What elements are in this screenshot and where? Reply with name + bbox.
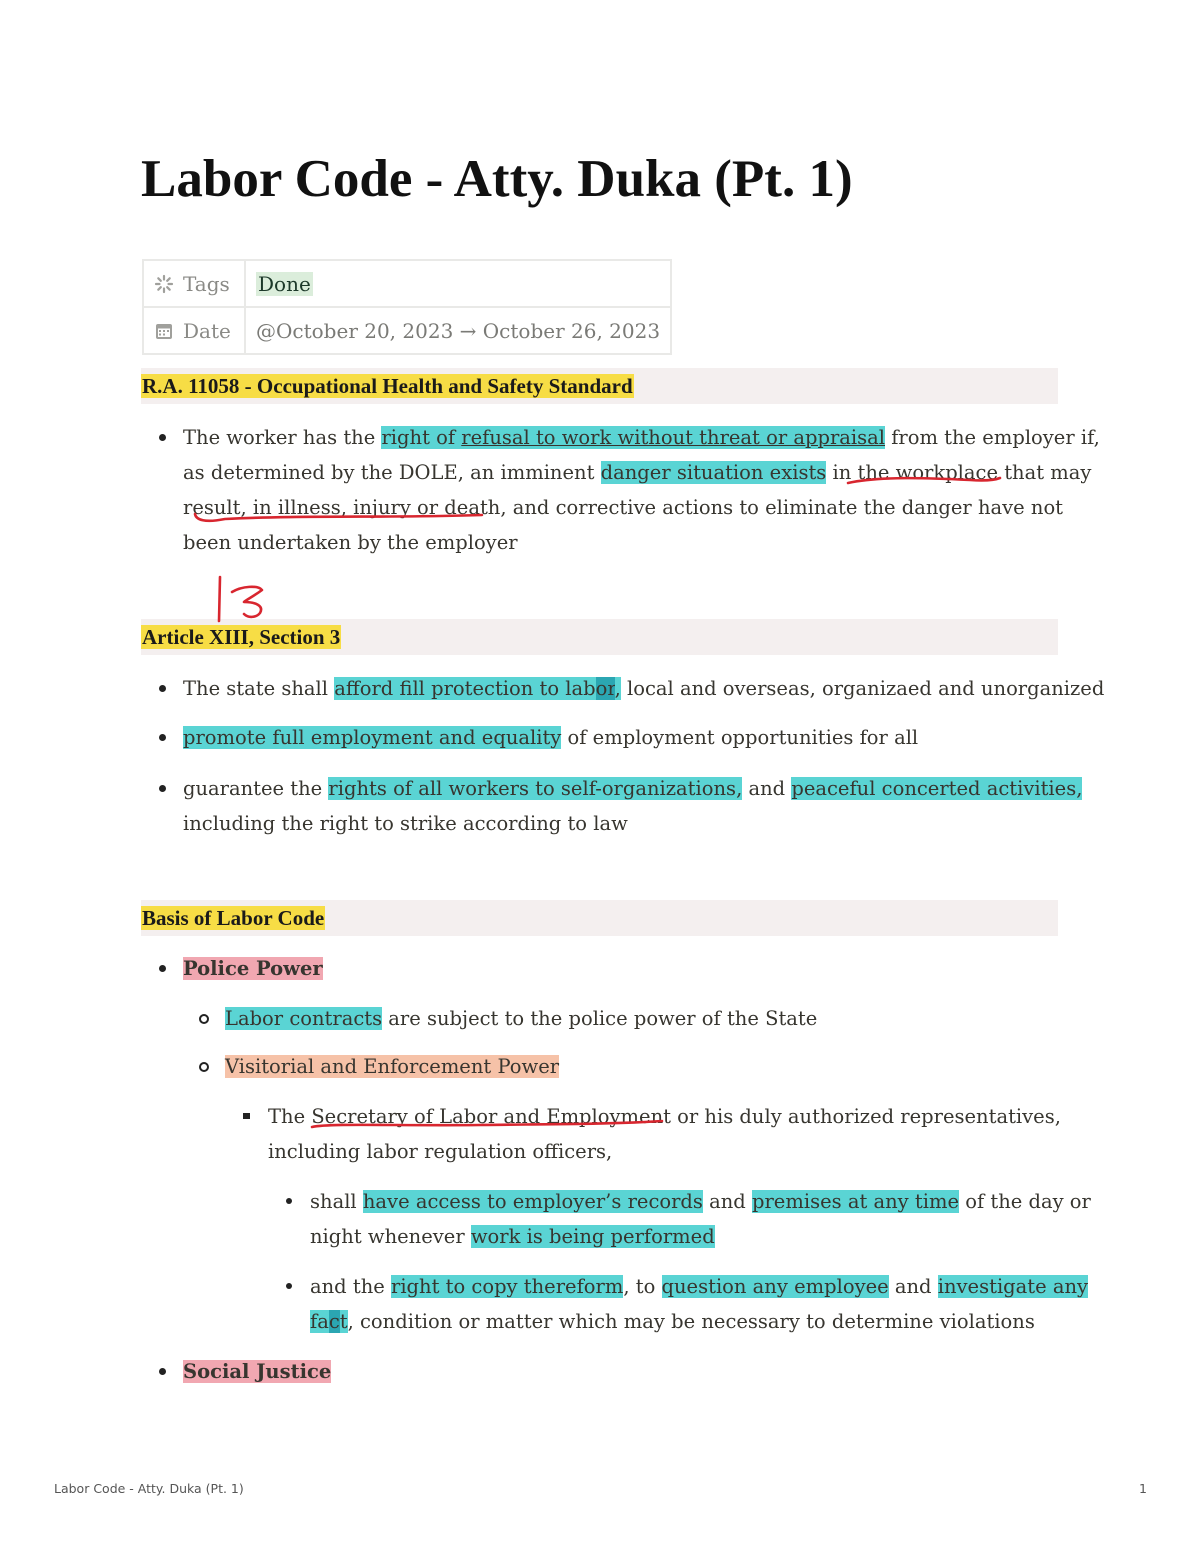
list-item-line bbox=[183, 771, 1082, 806]
property-name-date bbox=[143, 307, 245, 354]
text: shall bbox=[310, 1190, 363, 1213]
list-item bbox=[225, 1049, 559, 1084]
text: Secretary of Labor and Employment bbox=[311, 1105, 678, 1128]
property-row-tags[interactable] bbox=[143, 260, 671, 307]
list-item-line bbox=[310, 1184, 1091, 1219]
text: and bbox=[888, 1275, 938, 1298]
highlight: Labor contracts bbox=[225, 1007, 383, 1030]
highlight-dark: or bbox=[595, 677, 615, 700]
ink-mark-bar bbox=[219, 577, 220, 621]
property-label-tags: Tags bbox=[183, 271, 230, 296]
highlight: promote full employment and equality bbox=[183, 726, 562, 749]
tag-police-power: Police Power bbox=[183, 957, 323, 980]
text: of employment opportunities for all bbox=[561, 726, 919, 749]
bullet-square bbox=[243, 1113, 250, 1119]
highlight: t bbox=[339, 1310, 348, 1333]
text: or his duly authorized representatives, bbox=[677, 1105, 1061, 1128]
list-item-social-justice bbox=[183, 1354, 331, 1389]
bullet-dot bbox=[159, 734, 166, 741]
bullet-dot bbox=[286, 1198, 292, 1204]
text: of the day or bbox=[959, 1190, 1091, 1213]
bullet-dot bbox=[159, 785, 166, 792]
list-item-line: been undertaken by the employer bbox=[183, 531, 518, 554]
bullet-dot bbox=[286, 1283, 292, 1289]
list-item bbox=[183, 671, 1104, 706]
list-item-line bbox=[310, 1304, 1035, 1339]
bullet-ring bbox=[199, 1014, 209, 1024]
text: from the employer if, bbox=[885, 426, 1100, 449]
highlight: danger situation exists bbox=[600, 461, 827, 484]
tag-visitorial: Visitorial and Enforcement Power bbox=[225, 1055, 560, 1078]
page-title: Labor Code - Atty. Duka (Pt. 1) bbox=[141, 150, 853, 208]
bullet-dot bbox=[159, 434, 166, 441]
list-item-line bbox=[183, 455, 1091, 490]
section-heading-article-xiii bbox=[141, 619, 1058, 655]
tag-social-justice: Social Justice bbox=[183, 1360, 332, 1383]
heading-text: Article XIII, Section 3 bbox=[142, 625, 341, 649]
highlight: , bbox=[614, 677, 621, 700]
bullet-dot bbox=[159, 685, 166, 692]
list-item-line bbox=[310, 1219, 715, 1254]
highlight: investigate any bbox=[937, 1275, 1089, 1298]
text: as determined by the DOLE, an imminent bbox=[183, 461, 601, 484]
highlight: have access to employer’s records bbox=[362, 1190, 703, 1213]
loader-icon bbox=[154, 274, 174, 294]
property-value-date[interactable]: @October 20, 2023 → October 26, 2023 bbox=[245, 307, 671, 354]
list-item bbox=[183, 720, 918, 755]
text: night whenever bbox=[310, 1225, 471, 1248]
section-heading-ra-11058 bbox=[141, 368, 1058, 404]
text: , to bbox=[623, 1275, 662, 1298]
text: and bbox=[742, 777, 792, 800]
text: are subject to the police power of the State bbox=[382, 1007, 818, 1030]
footer-title: Labor Code - Atty. Duka (Pt. 1) bbox=[54, 1481, 244, 1496]
list-item bbox=[225, 1001, 817, 1036]
highlight: fa bbox=[310, 1310, 329, 1333]
text: The bbox=[268, 1105, 312, 1128]
text: and bbox=[702, 1190, 752, 1213]
highlight: right of bbox=[381, 426, 462, 449]
highlight: work is being performed bbox=[470, 1225, 715, 1248]
text: The worker has the bbox=[183, 426, 382, 449]
property-label-date: Date bbox=[183, 318, 231, 343]
list-item-line: including the right to strike according to law bbox=[183, 812, 628, 835]
highlight: right to copy thereform bbox=[391, 1275, 624, 1298]
list-item-line: result, in illness, injury or death, and corrective actions to eliminate the danger have not bbox=[183, 496, 1064, 519]
list-item-line: including labor regulation officers, bbox=[268, 1140, 613, 1163]
highlight: premises at any time bbox=[752, 1190, 959, 1213]
highlight: afford fill protection to lab bbox=[334, 677, 596, 700]
text: guarantee the bbox=[183, 777, 329, 800]
property-name-tags bbox=[143, 260, 245, 307]
bullet-ring bbox=[199, 1062, 209, 1072]
list-item-police-power bbox=[183, 951, 323, 986]
bullet-dot bbox=[159, 965, 166, 972]
highlight: rights of all workers to self-organizations, bbox=[328, 777, 743, 800]
section-heading-basis bbox=[141, 900, 1058, 936]
calendar-icon bbox=[154, 321, 174, 341]
text: in the workplace that may bbox=[826, 461, 1092, 484]
tag-done[interactable]: Done bbox=[258, 271, 311, 296]
heading-text: Basis of Labor Code bbox=[142, 906, 325, 930]
text: The state shall bbox=[183, 677, 335, 700]
page-number: 1 bbox=[1139, 1481, 1147, 1496]
highlight-dark: c bbox=[328, 1310, 340, 1333]
list-item-line bbox=[268, 1099, 1061, 1134]
highlight-underlined: refusal to work without threat or appraisal bbox=[461, 426, 885, 449]
highlight: peaceful concerted activities, bbox=[791, 777, 1083, 800]
properties-table bbox=[142, 259, 672, 355]
property-row-date[interactable] bbox=[143, 307, 671, 354]
heading-text: R.A. 11058 - Occupational Health and Safety Standard bbox=[142, 374, 633, 398]
highlight: question any employee bbox=[661, 1275, 889, 1298]
text: , condition or matter which may be necessary to determine violations bbox=[347, 1310, 1035, 1333]
text: and the bbox=[310, 1275, 391, 1298]
text: local and overseas, organizaed and unorganized bbox=[620, 677, 1105, 700]
ink-mark-three bbox=[232, 587, 262, 617]
property-value-tags[interactable] bbox=[245, 260, 671, 307]
list-item-line bbox=[183, 420, 1100, 455]
list-item-line bbox=[310, 1269, 1088, 1304]
bullet-dot bbox=[159, 1368, 166, 1375]
